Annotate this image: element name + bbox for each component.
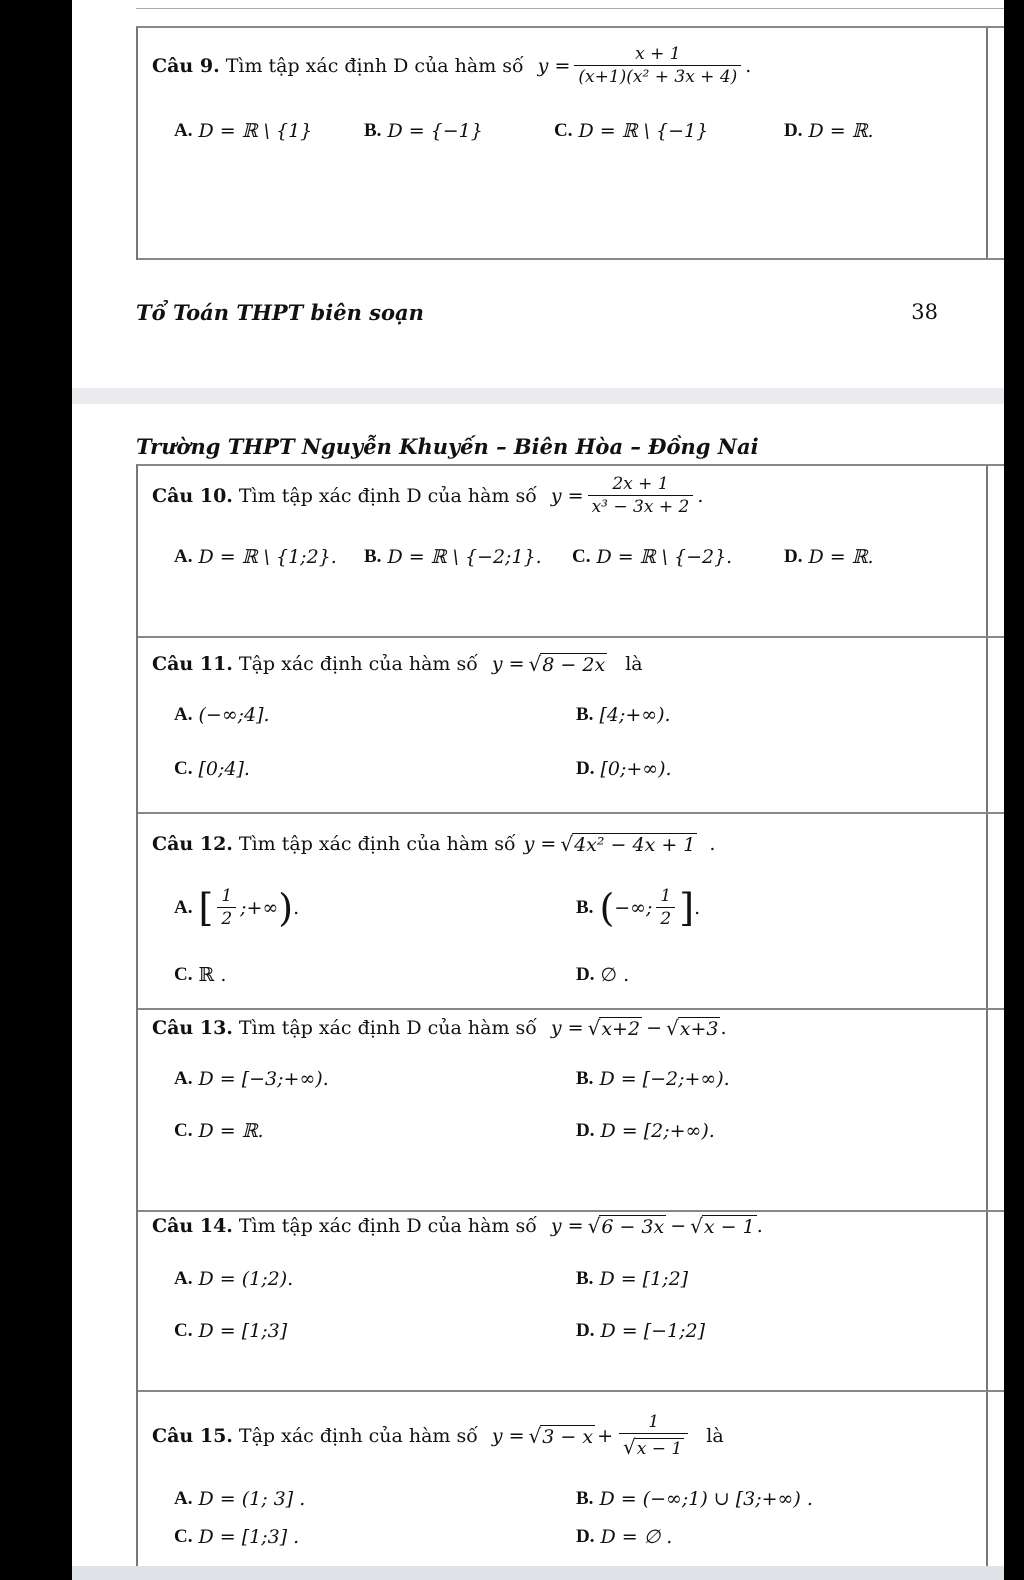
question-label: Câu 11.	[152, 653, 233, 675]
question-text: Tập xác định của hàm số	[238, 1424, 478, 1447]
option-label: A.	[174, 896, 193, 918]
option-text: D = ℝ.	[198, 1120, 264, 1142]
question-label: Câu 9.	[152, 54, 220, 77]
column-divider	[986, 1212, 988, 1390]
question-table-bottom	[136, 464, 1004, 1566]
footer-author: Tổ Toán THPT biên soạn	[136, 300, 424, 325]
sqrt-expression-2	[623, 1435, 684, 1459]
question-tail: .	[756, 1215, 763, 1237]
fraction-denominator: (x+1)(x² + 3x + 4)	[574, 65, 741, 87]
option-label: A.	[174, 120, 193, 141]
fraction-denominator	[619, 1433, 688, 1459]
option-d	[576, 1120, 715, 1142]
option-label: B.	[576, 896, 594, 918]
option-label: C.	[174, 1320, 193, 1341]
option-d	[784, 120, 874, 142]
option-c	[554, 120, 708, 142]
option-text: D = [1;3] .	[198, 1526, 300, 1548]
option-label: B.	[364, 120, 382, 141]
option-d	[784, 546, 874, 568]
page-gap	[72, 388, 1004, 404]
option-label: A.	[174, 1488, 193, 1509]
sqrt-argument: x − 1	[636, 1439, 683, 1459]
column-divider	[986, 814, 988, 1008]
option-text: D = ℝ \ {−2;1}.	[387, 546, 542, 568]
option-label: D.	[576, 964, 595, 985]
fraction-numerator: 1	[648, 1412, 660, 1432]
radical-sign: √	[623, 1435, 636, 1459]
fraction-numerator: 2x + 1	[612, 474, 669, 494]
fraction-denominator: 2	[217, 907, 236, 929]
question-table-top	[136, 26, 1004, 260]
question-9-stem	[152, 44, 751, 87]
option-fraction	[217, 886, 236, 929]
option-text: D = ℝ \ {1;2}.	[198, 546, 337, 568]
option-text: D = ℝ \ {−2}.	[596, 546, 733, 568]
function-fraction	[588, 474, 694, 517]
option-text: D = [1;2]	[599, 1268, 689, 1290]
question-label: Câu 10.	[152, 484, 233, 507]
option-text: [0;+∞).	[600, 758, 672, 780]
sqrt-argument: x+3	[679, 1018, 719, 1040]
function-lhs: y =	[491, 1424, 525, 1447]
question-11	[138, 638, 1004, 814]
option-b	[364, 546, 542, 568]
function-lhs: y =	[523, 833, 557, 855]
option-text: (−∞;4].	[198, 704, 270, 726]
option-a	[174, 546, 337, 568]
option-a	[174, 120, 312, 142]
fraction-denominator: x³ − 3x + 2	[588, 495, 694, 517]
fraction-numerator: 1	[221, 886, 233, 906]
question-text: Tìm tập xác định của hàm số	[238, 833, 516, 855]
option-text: D = [2;+∞).	[600, 1120, 715, 1142]
option-label: A.	[174, 1268, 193, 1289]
question-text: Tập xác định của hàm số	[238, 653, 478, 675]
option-label: D.	[784, 546, 803, 567]
plus-sign: +	[597, 1424, 614, 1447]
sqrt-expression-1	[588, 1214, 667, 1238]
function-lhs: y =	[550, 1215, 584, 1237]
option-text: D = ℝ.	[808, 546, 874, 568]
option-d	[576, 964, 629, 986]
option-text: D = (1;2).	[198, 1268, 294, 1290]
option-text: ;+∞	[240, 896, 279, 919]
question-label: Câu 15.	[152, 1424, 233, 1447]
option-label: B.	[576, 1488, 594, 1509]
option-a	[174, 704, 270, 726]
option-period: .	[293, 896, 300, 919]
option-b	[576, 886, 700, 929]
option-text: [4;+∞).	[599, 704, 671, 726]
function-lhs: y =	[550, 1017, 584, 1039]
option-label: B.	[576, 1268, 594, 1289]
left-paren: (	[599, 885, 615, 930]
question-12	[138, 814, 1004, 1010]
sqrt-argument: 8 − 2x	[542, 654, 606, 676]
radical-sign: √	[528, 1423, 542, 1448]
option-label: A.	[174, 1068, 193, 1089]
sqrt-argument: 4x² − 4x + 1	[574, 834, 696, 856]
question-label: Câu 12.	[152, 833, 233, 855]
question-tail: .	[697, 484, 704, 507]
column-divider	[986, 466, 988, 636]
function-lhs: y =	[537, 54, 571, 77]
question-13-stem	[152, 1016, 727, 1040]
minus-sign: −	[646, 1017, 662, 1039]
option-text: −∞;	[614, 896, 653, 919]
question-13	[138, 1010, 1004, 1212]
option-label: C.	[174, 964, 193, 985]
option-label: C.	[554, 120, 573, 141]
option-label: D.	[576, 1526, 595, 1547]
sqrt-expression-2	[666, 1016, 720, 1040]
option-text: D = (1; 3] .	[198, 1488, 306, 1510]
option-text: D = ∅ .	[600, 1526, 673, 1548]
option-label: D.	[576, 1320, 595, 1341]
option-a	[174, 886, 299, 929]
option-label: B.	[576, 1068, 594, 1089]
question-10	[138, 466, 1004, 638]
option-text: D = [−2;+∞).	[599, 1068, 730, 1090]
question-tail: là	[625, 653, 643, 675]
question-15-stem	[152, 1412, 724, 1459]
sqrt-expression-1	[529, 1424, 596, 1448]
option-a	[174, 1488, 305, 1510]
question-15	[138, 1392, 1004, 1566]
option-text: D = [−1;2]	[600, 1320, 706, 1342]
fraction-numerator: 1	[660, 886, 672, 906]
option-c	[572, 546, 732, 568]
option-text: D = (−∞;1) ∪ [3;+∞) .	[599, 1488, 813, 1510]
column-divider	[986, 1010, 988, 1210]
radical-sign: √	[528, 652, 542, 676]
option-text: D = [−3;+∞).	[198, 1068, 329, 1090]
option-text: D = ℝ.	[808, 120, 874, 142]
option-d	[576, 1526, 672, 1548]
question-tail: .	[745, 54, 752, 77]
question-label: Câu 13.	[152, 1017, 233, 1039]
left-bracket: [	[198, 885, 214, 930]
question-text: Tìm tập xác định D của hàm số	[238, 1017, 537, 1039]
sqrt-expression	[529, 652, 608, 676]
school-header: Trường THPT Nguyễn Khuyến – Biên Hòa – Đồng Nai	[136, 434, 759, 459]
question-12-stem	[152, 832, 715, 856]
function-fraction	[619, 1412, 688, 1459]
fraction-numerator: x + 1	[635, 44, 681, 64]
minus-sign: −	[670, 1215, 687, 1237]
option-c	[174, 1526, 299, 1548]
sqrt-expression-1	[588, 1016, 642, 1040]
radical-sign: √	[587, 1016, 601, 1040]
option-fraction	[656, 886, 675, 929]
option-a	[174, 1268, 293, 1290]
radical-sign: √	[587, 1214, 601, 1238]
top-rule	[136, 8, 1004, 9]
option-c	[174, 1320, 287, 1342]
question-14	[138, 1212, 1004, 1392]
option-b	[576, 1268, 688, 1290]
option-label: C.	[174, 1526, 193, 1547]
option-label: D.	[576, 758, 595, 779]
option-label: A.	[174, 704, 193, 725]
option-text: D = ℝ \ {1}	[198, 120, 313, 142]
option-text: ∅ .	[600, 964, 630, 986]
option-b	[576, 704, 671, 726]
option-label: D.	[784, 120, 803, 141]
option-b	[576, 1488, 813, 1510]
document-page-bottom	[72, 404, 1004, 1566]
bottom-bar	[72, 1566, 1004, 1580]
page-footer	[136, 300, 1004, 325]
option-label: C.	[174, 1120, 193, 1141]
option-a	[174, 1068, 329, 1090]
option-b	[576, 1068, 730, 1090]
option-label: C.	[572, 546, 591, 567]
question-tail: .	[709, 833, 716, 855]
option-text: D = ℝ \ {−1}	[578, 120, 709, 142]
sqrt-argument: x+2	[601, 1018, 641, 1040]
question-label: Câu 14.	[152, 1215, 233, 1237]
option-text: [0;4].	[198, 758, 250, 780]
question-9	[138, 28, 1004, 260]
question-text: Tìm tập xác định D của hàm số	[225, 54, 524, 77]
column-divider	[986, 638, 988, 812]
sqrt-expression-2	[690, 1214, 757, 1238]
sqrt-expression	[560, 832, 697, 856]
question-10-stem	[152, 474, 703, 517]
sqrt-argument: 6 − 3x	[601, 1216, 665, 1238]
document-page-top	[72, 0, 1004, 388]
right-paren: )	[278, 885, 294, 930]
option-label: B.	[364, 546, 382, 567]
option-label: C.	[174, 758, 193, 779]
function-fraction	[574, 44, 741, 87]
option-text: D = {−1}	[387, 120, 483, 142]
radical-sign: √	[560, 832, 574, 856]
fraction-denominator: 2	[656, 907, 675, 929]
function-lhs: y =	[491, 653, 525, 675]
sqrt-argument: x − 1	[703, 1216, 755, 1238]
option-c	[174, 1120, 264, 1142]
radical-sign: √	[666, 1016, 679, 1040]
function-lhs: y =	[550, 484, 584, 507]
page-number: 38	[911, 300, 938, 324]
option-label: D.	[576, 1120, 595, 1141]
question-11-stem	[152, 652, 643, 676]
sqrt-argument: 3 − x	[542, 1425, 594, 1448]
option-text: ℝ .	[198, 964, 227, 986]
option-label: B.	[576, 704, 594, 725]
column-divider	[986, 28, 988, 258]
column-divider	[986, 1392, 988, 1566]
right-bracket: ]	[679, 885, 695, 930]
option-text: D = [1;3]	[198, 1320, 288, 1342]
question-14-stem	[152, 1214, 763, 1238]
option-d	[576, 1320, 705, 1342]
option-d	[576, 758, 672, 780]
question-tail: .	[720, 1017, 727, 1039]
question-text: Tìm tập xác định D của hàm số	[238, 1215, 537, 1237]
option-c	[174, 758, 250, 780]
question-tail: là	[706, 1424, 724, 1447]
option-c	[174, 964, 226, 986]
question-text: Tìm tập xác định D của hàm số	[238, 484, 537, 507]
option-period: .	[694, 896, 701, 919]
radical-sign: √	[690, 1214, 703, 1238]
option-b	[364, 120, 483, 142]
option-label: A.	[174, 546, 193, 567]
